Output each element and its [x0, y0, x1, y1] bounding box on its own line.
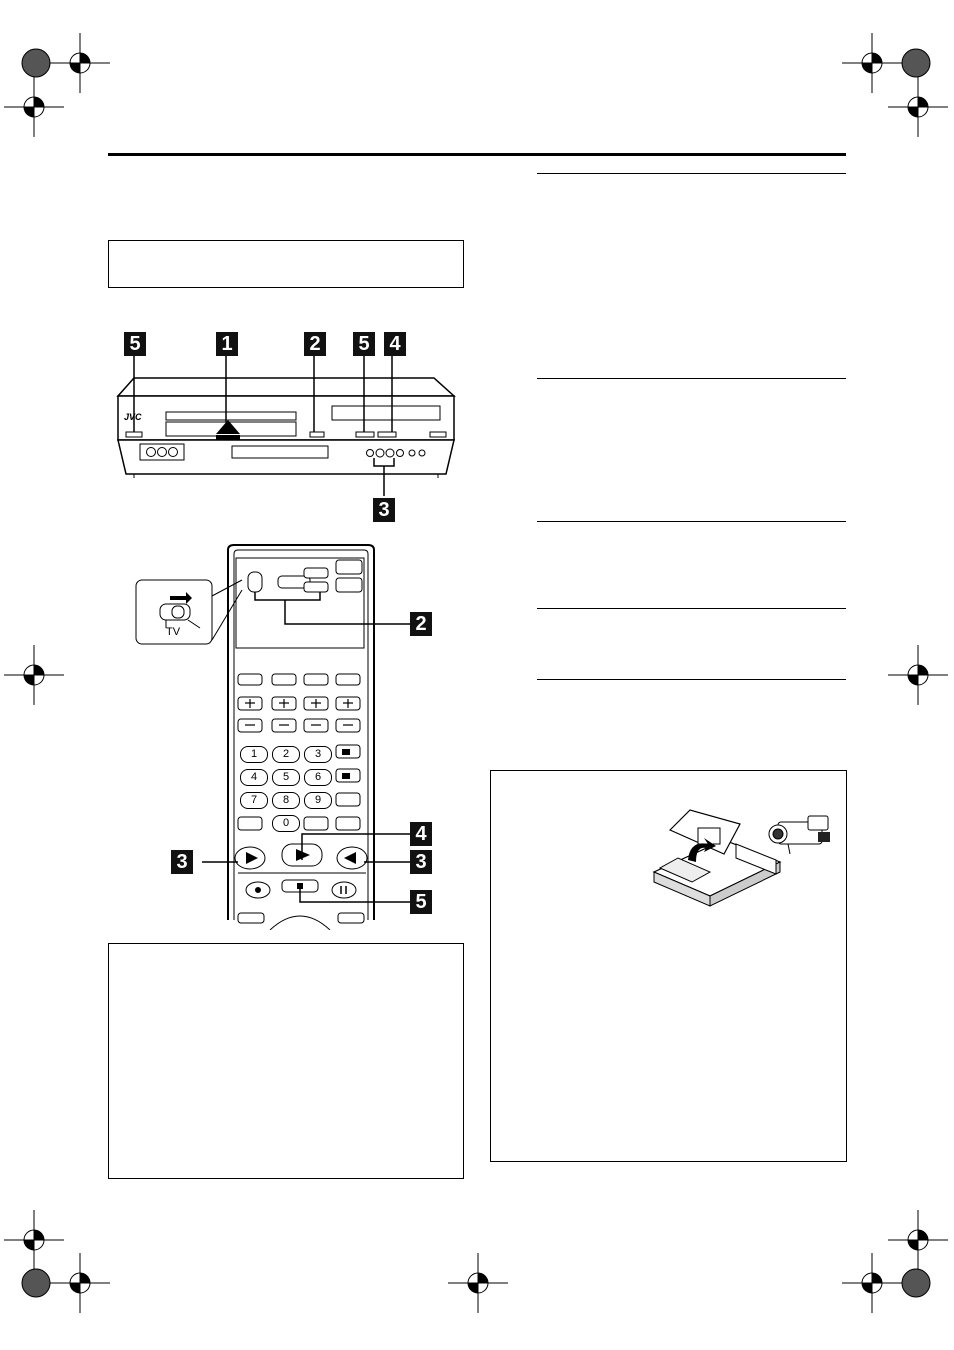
key-1[interactable]: 1	[240, 746, 268, 763]
vcr-illustration	[104, 326, 474, 526]
key-9[interactable]: 9	[304, 792, 332, 809]
remote-callout-3-right: 3	[410, 850, 432, 874]
section-divider-1	[537, 173, 846, 174]
section-divider-2	[537, 378, 846, 379]
vcr-brand-logo: JVC	[124, 412, 142, 422]
remote-callout-2: 2	[410, 612, 432, 636]
key-7[interactable]: 7	[240, 792, 268, 809]
notes-box	[108, 943, 464, 1179]
intro-box	[108, 240, 464, 288]
header-rule	[108, 153, 846, 156]
vcr-callout-4: 4	[384, 332, 406, 356]
key-3[interactable]: 3	[304, 746, 332, 763]
section-divider-3	[537, 521, 846, 522]
key-8[interactable]: 8	[272, 792, 300, 809]
vcr-callout-3: 3	[373, 498, 395, 522]
cassette-adapter-illustration	[640, 800, 840, 910]
vcr-callout-2: 2	[304, 332, 326, 356]
remote-callout-4: 4	[410, 822, 432, 846]
key-5[interactable]: 5	[272, 769, 300, 786]
remote-callout-3-left: 3	[171, 850, 193, 874]
remote-keypad	[238, 744, 366, 834]
vcr-callout-1: 1	[216, 332, 238, 356]
section-divider-4	[537, 608, 846, 609]
key-0[interactable]: 0	[272, 815, 300, 832]
key-4[interactable]: 4	[240, 769, 268, 786]
key-6[interactable]: 6	[304, 769, 332, 786]
vcr-callout-5-left: 5	[124, 332, 146, 356]
switch-tv-label: TV	[166, 626, 181, 638]
section-divider-5	[537, 679, 846, 680]
vcr-callout-5-right: 5	[353, 332, 375, 356]
remote-callout-5: 5	[410, 890, 432, 914]
key-2[interactable]: 2	[272, 746, 300, 763]
